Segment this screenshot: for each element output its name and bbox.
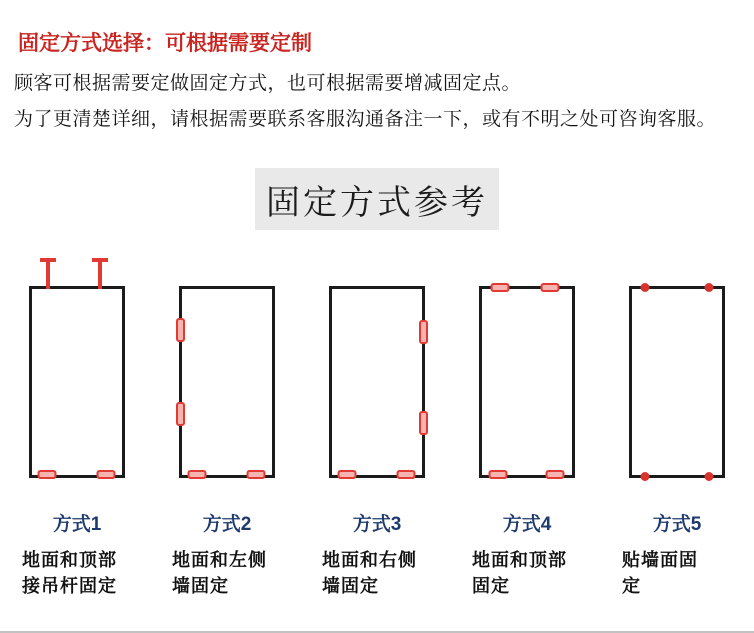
method-label: 方式5 — [652, 514, 702, 535]
reference-banner-title: 固定方式参考 — [266, 183, 488, 222]
screen-outline — [29, 286, 125, 478]
method-description — [452, 547, 602, 599]
method-description-line: 固定 — [472, 576, 510, 596]
left-wall-fixing-clamp-icon — [176, 318, 185, 342]
method-description-line: 地面和右侧 — [322, 550, 417, 570]
method-diagram-1 — [2, 253, 152, 478]
left-wall-fixing-clamp-icon — [176, 402, 185, 426]
method-description-line: 地面和顶部 — [22, 550, 117, 570]
top-fixing-clamp-icon — [541, 283, 560, 292]
wall-fixing-point-icon — [640, 472, 649, 481]
screen-outline — [629, 286, 725, 478]
method-description — [602, 547, 752, 599]
method-diagram-5 — [602, 253, 752, 478]
method-description-line: 墙固定 — [322, 576, 379, 596]
right-wall-fixing-clamp-icon — [419, 411, 428, 435]
top-fixing-clamp-icon — [491, 283, 510, 292]
method-description-line: 接吊杆固定 — [22, 576, 117, 596]
intro-line-2: 为了更清楚详细，请根据需要联系客服沟通备注一下，或有不明之处可咨询客服。 — [14, 109, 717, 130]
method-diagram-2 — [152, 253, 302, 478]
method-diagram-3 — [302, 253, 452, 478]
method-description-line: 定 — [622, 576, 641, 596]
floor-fixing-clamp-icon — [246, 470, 265, 479]
method-column-4 — [452, 253, 602, 599]
floor-fixing-clamp-icon — [396, 470, 415, 479]
method-description — [2, 547, 152, 599]
method-column-5 — [602, 253, 752, 599]
floor-fixing-clamp-icon — [338, 470, 357, 479]
section-heading: 固定方式选择：可根据需要定制 — [18, 32, 312, 55]
screen-outline — [479, 286, 575, 478]
method-label: 方式2 — [202, 514, 252, 535]
right-wall-fixing-clamp-icon — [419, 320, 428, 344]
method-description — [152, 547, 302, 599]
floor-fixing-clamp-icon — [38, 470, 57, 479]
hanging-rod-icon — [92, 258, 108, 289]
wall-fixing-point-icon — [705, 283, 714, 292]
method-column-1 — [2, 253, 152, 599]
method-description-line: 地面和顶部 — [472, 550, 567, 570]
fixing-methods-row — [2, 253, 752, 599]
floor-fixing-clamp-icon — [96, 470, 115, 479]
hanging-rod-icon — [40, 258, 56, 289]
screen-outline — [179, 286, 275, 478]
method-description-line: 贴墙面固 — [622, 550, 698, 570]
method-diagram-4 — [452, 253, 602, 478]
method-description-line: 墙固定 — [172, 576, 229, 596]
wall-fixing-point-icon — [705, 472, 714, 481]
floor-fixing-clamp-icon — [489, 470, 508, 479]
method-column-3 — [302, 253, 452, 599]
reference-banner — [255, 168, 499, 230]
method-label: 方式3 — [352, 514, 402, 535]
intro-text — [0, 72, 754, 132]
method-label: 方式4 — [502, 514, 552, 535]
floor-fixing-clamp-icon — [545, 470, 564, 479]
method-label: 方式1 — [52, 514, 102, 535]
intro-line-1: 顾客可根据需要定做固定方式，也可根据需要增减固定点。 — [14, 73, 522, 94]
method-description-line: 地面和左侧 — [172, 550, 267, 570]
method-description — [302, 547, 452, 599]
wall-fixing-point-icon — [640, 283, 649, 292]
floor-fixing-clamp-icon — [188, 470, 207, 479]
screen-outline — [329, 286, 425, 478]
method-column-2 — [152, 253, 302, 599]
